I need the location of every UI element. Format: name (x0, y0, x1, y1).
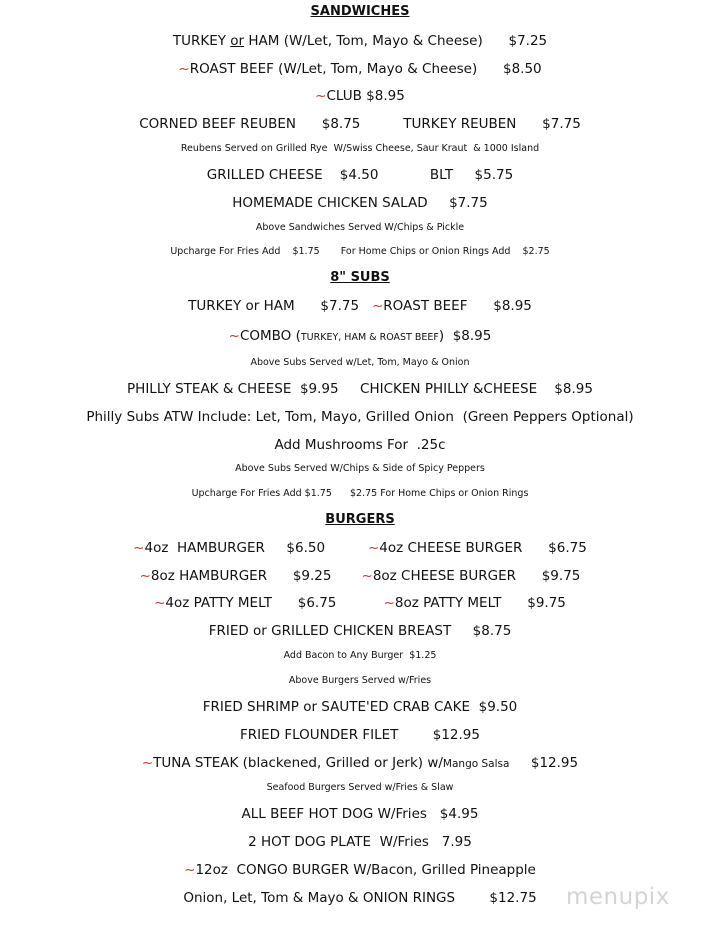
menu-note-sandwiches-served: Above Sandwiches Served W/Chips & Pickle (255, 222, 465, 233)
item-text: ) $8.95 (438, 328, 492, 344)
item-text: 4oz CHEESE BURGER $6.75 (379, 540, 587, 556)
menu-note-add-bacon: Add Bacon to Any Burger $1.25 (283, 650, 437, 661)
tilde-mark: ~ (228, 328, 240, 344)
item-text: CLUB $8.95 (326, 88, 405, 104)
item-text: TUNA STEAK (blackened, Grilled or Jerk) w/ (153, 755, 443, 771)
menu-item-flounder: FRIED FLOUNDER FILET $12.95 (240, 727, 480, 743)
menu-item-turkey-ham (0, 33, 720, 49)
item-text: HAM (W/Let, Tom, Mayo & Cheese) $7.25 (244, 33, 548, 49)
menu-item-chicken-breast: FRIED or GRILLED CHICKEN BREAST $8.75 (208, 623, 512, 639)
menu-note-burgers-served: Above Burgers Served w/Fries (288, 675, 432, 686)
menu-item-4oz-burgers (0, 540, 720, 556)
menu-item-turkey-ham-sub (0, 298, 720, 314)
menu-item-combo (0, 328, 720, 344)
item-text: 12oz CONGO BURGER W/Bacon, Grilled Pineapple (195, 862, 536, 878)
menu-item-congo-burger-cont: Onion, Let, Tom & Mayo & ONION RINGS $12.75 (183, 890, 537, 906)
tilde-mark: ~ (315, 88, 327, 104)
tilde-mark: ~ (154, 595, 166, 611)
item-text: Mango Salsa (442, 758, 510, 770)
tilde-mark: ~ (361, 568, 373, 584)
menu-item-patty-melts (0, 595, 720, 611)
tilde-mark: ~ (141, 755, 154, 771)
menu-item-chicken-salad: HOMEMADE CHICKEN SALAD $7.75 (232, 195, 488, 211)
menu-note-subs-served: Above Subs Served w/Let, Tom, Mayo & Onion (250, 357, 470, 368)
menu-item-hot-dog-plate: 2 HOT DOG PLATE W/Fries 7.95 (248, 834, 472, 850)
tilde-mark: ~ (133, 540, 145, 556)
menu-note-subs-upcharge: Upcharge For Fries Add $1.75 $2.75 For Home Chips or Onion Rings (191, 488, 529, 499)
section-title-sandwiches: SANDWICHES (310, 4, 410, 19)
tilde-mark: ~ (383, 595, 395, 611)
item-text: COMBO ( (239, 328, 301, 344)
menu-item-mushrooms: Add Mushrooms For .25c (274, 437, 446, 453)
menu-item-grilled-cheese-blt: GRILLED CHEESE $4.50 BLT $5.75 (206, 167, 514, 183)
menu-note-subs-chips: Above Subs Served W/Chips & Side of Spicy Peppers (235, 463, 485, 474)
tilde-mark: ~ (184, 862, 196, 878)
item-text: 8oz HAMBURGER $9.25 (150, 568, 362, 584)
menu-item-roast-beef (0, 61, 720, 77)
section-title-subs: 8" SUBS (330, 270, 390, 285)
menu-item-8oz-burgers (0, 568, 720, 584)
item-text: TURKEY (172, 33, 231, 49)
tilde-mark: ~ (371, 298, 384, 314)
watermark-logo: menupix (566, 884, 670, 910)
menu-note-philly-atw: Philly Subs ATW Include: Let, Tom, Mayo, Grilled Onion (Green Peppers Optional) (86, 409, 634, 425)
menu-item-hot-dog: ALL BEEF HOT DOG W/Fries $4.95 (241, 806, 479, 822)
item-text: $12.95 (509, 755, 579, 771)
menu-item-congo-burger (0, 862, 720, 878)
menu-note-seafood-burgers: Seafood Burgers Served w/Fries & Slaw (266, 782, 454, 793)
menu-note-upcharge: Upcharge For Fries Add $1.75 For Home Chips or Onion Rings Add $2.75 (170, 246, 550, 257)
item-text: TURKEY, HAM & ROAST BEEF (300, 332, 439, 343)
section-title-burgers: BURGERS (325, 512, 395, 527)
tilde-mark: ~ (178, 61, 190, 77)
item-text: 4oz HAMBURGER $6.50 (144, 540, 368, 556)
menu-item-tuna-steak (0, 755, 720, 771)
tilde-mark: ~ (367, 540, 380, 556)
menu-item-philly: PHILLY STEAK & CHEESE $9.95 CHICKEN PHILLY &CHEESE $8.95 (127, 381, 593, 397)
item-text: or (230, 33, 245, 49)
item-text: ROAST BEEF (W/Let, Tom, Mayo & Cheese) $8.50 (189, 61, 542, 77)
menu-item-reubens: CORNED BEEF REUBEN $8.75 TURKEY REUBEN $7.75 (139, 116, 581, 132)
menu-note-reubens: Reubens Served on Grilled Rye W/Swiss Cheese, Saur Kraut & 1000 Island (180, 143, 540, 154)
tilde-mark: ~ (139, 568, 151, 584)
item-text: ROAST BEEF $8.95 (383, 298, 532, 314)
menu-item-shrimp-crab: FRIED SHRIMP or SAUTE'ED CRAB CAKE $9.50 (202, 699, 518, 715)
item-text: 8oz PATTY MELT $9.75 (394, 595, 566, 611)
item-text: 8oz CHEESE BURGER $9.75 (372, 568, 581, 584)
menu-item-club (0, 88, 720, 104)
item-text: TURKEY or HAM $7.75 (188, 298, 372, 314)
item-text: 4oz PATTY MELT $6.75 (165, 595, 384, 611)
